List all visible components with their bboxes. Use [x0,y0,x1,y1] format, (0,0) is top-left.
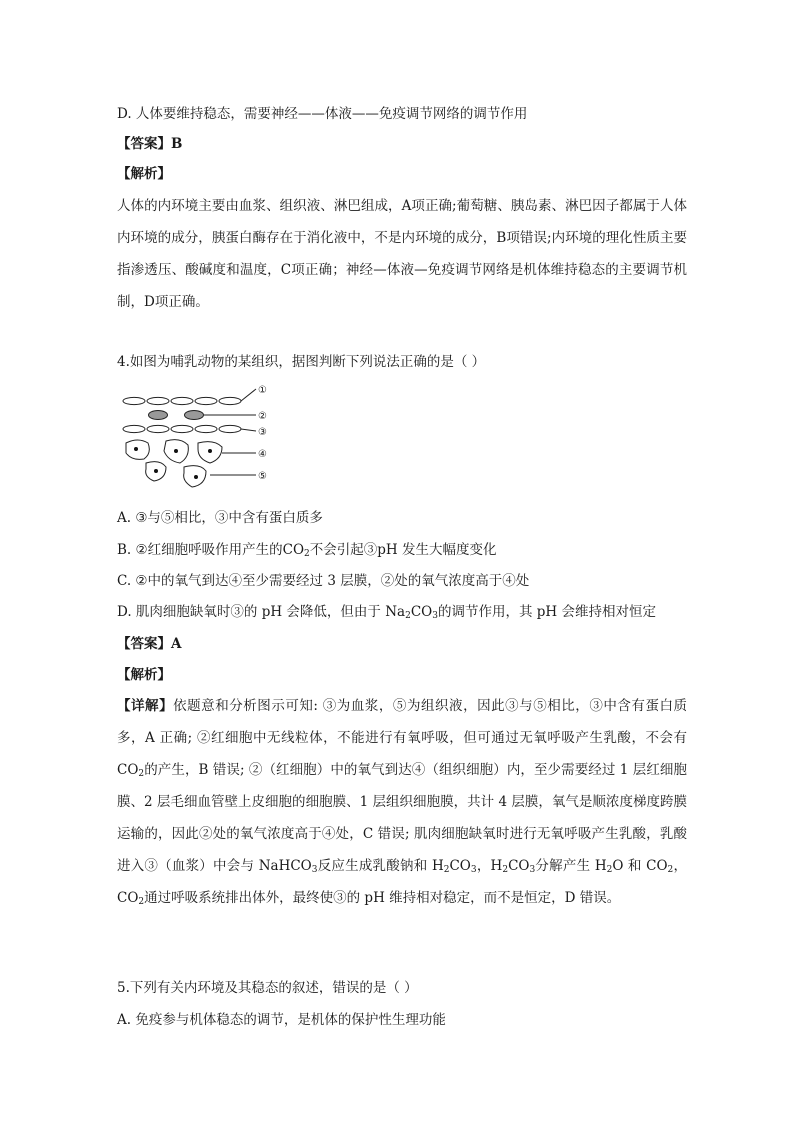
capillary-wall-cell [147,397,169,404]
red-blood-cell [185,411,204,420]
capillary-wall-cell [171,397,193,404]
q5-option-a: A. 免疫参与机体稳态的调节，是机体的保护性生理功能 [117,1012,446,1028]
q4-analysis-label: 【解析】 [117,667,171,683]
q3-analysis-text: 人体的内环境主要由血浆、组织液、淋巴组成，A项正确;葡萄糖、胰岛素、淋巴因子都属于人体内环境的成分，胰蛋白酶存在于消化液中，不是内环境的成分，B项错误;内环境的理化性质主要指渗透压、酸碱度和温度，C项正确；神经—体液—免疫调节网络是机体维持稳态的主要调节机制，D项正确。 [117,198,688,310]
label-4: ④ [258,449,267,460]
q3-answer: 【答案】B [117,136,183,152]
q4-detail: 【详解】依题意和分析图示可知: ③为血浆，⑤为组织液，因此③与⑤相比，③中含有蛋白质多，A 正确; ②红细胞中无线粒体，不能进行有氧呼吸，但可通过无氧呼吸产生乳酸，不会有 $CO_2$的产生，B 错误; ②（红细胞）中的氧气到达④（组织细胞）内，至少需要经过 1 层红细胞膜、2 层毛细血管壁上皮细胞的细胞膜、1 层组织细胞膜，共计 4 层膜，氧气是顺浓度梯度跨膜运输的，因此②处的氧气浓度高于④处，C 错误; 肌肉细胞缺氧时进行无氧呼吸产生乳酸，乳酸进入③（血浆）中会与 NaHCO$_3$反应生成乳酸钠和 $H_2CO_3$，$H_2CO_3$分解产生 $H_2O$ 和 $CO_2$，$CO_2$通过呼吸系统排出体外，最终使③的 pH 维持相对稳定，而不是恒定，D 错误。 [117,698,688,907]
red-blood-cell [149,411,168,420]
capillary-wall-cell [123,397,145,404]
label-1: ① [258,385,267,396]
q4-option-c: C. ②中的氧气到达④至少需要经过 3 层膜，②处的氧气浓度高于④处 [117,573,530,589]
q3-option-d: D. 人体要维持稳态，需要神经——体液——免疫调节网络的调节作用 [117,106,528,122]
q4-option-d: D. 肌肉细胞缺氧时③的 pH 会降低，但由于 $Na_2CO_3$的调节作用，其 pH 会维持相对恒定 [117,604,656,621]
capillary-wall-cell [219,397,241,404]
label-3: ③ [258,427,267,438]
q4-option-a: A. ③与⑤相比，③中含有蛋白质多 [117,510,323,526]
q4-stem: 4.如图为哺乳动物的某组织，据图判断下列说法正确的是（ ） [117,354,486,370]
label-2: ② [258,411,267,422]
capillary-wall-cell [195,397,217,404]
tissue-diagram [118,381,278,491]
q4-answer: 【答案】A [117,636,182,652]
label-5: ⑤ [258,471,267,482]
q4-option-b: B. ②红细胞呼吸作用产生的$CO_2$不会引起③pH 发生大幅度变化 [117,542,497,559]
q3-analysis-label: 【解析】 [117,166,171,182]
q5-stem: 5.下列有关内环境及其稳态的叙述，错误的是（ ） [117,980,418,996]
